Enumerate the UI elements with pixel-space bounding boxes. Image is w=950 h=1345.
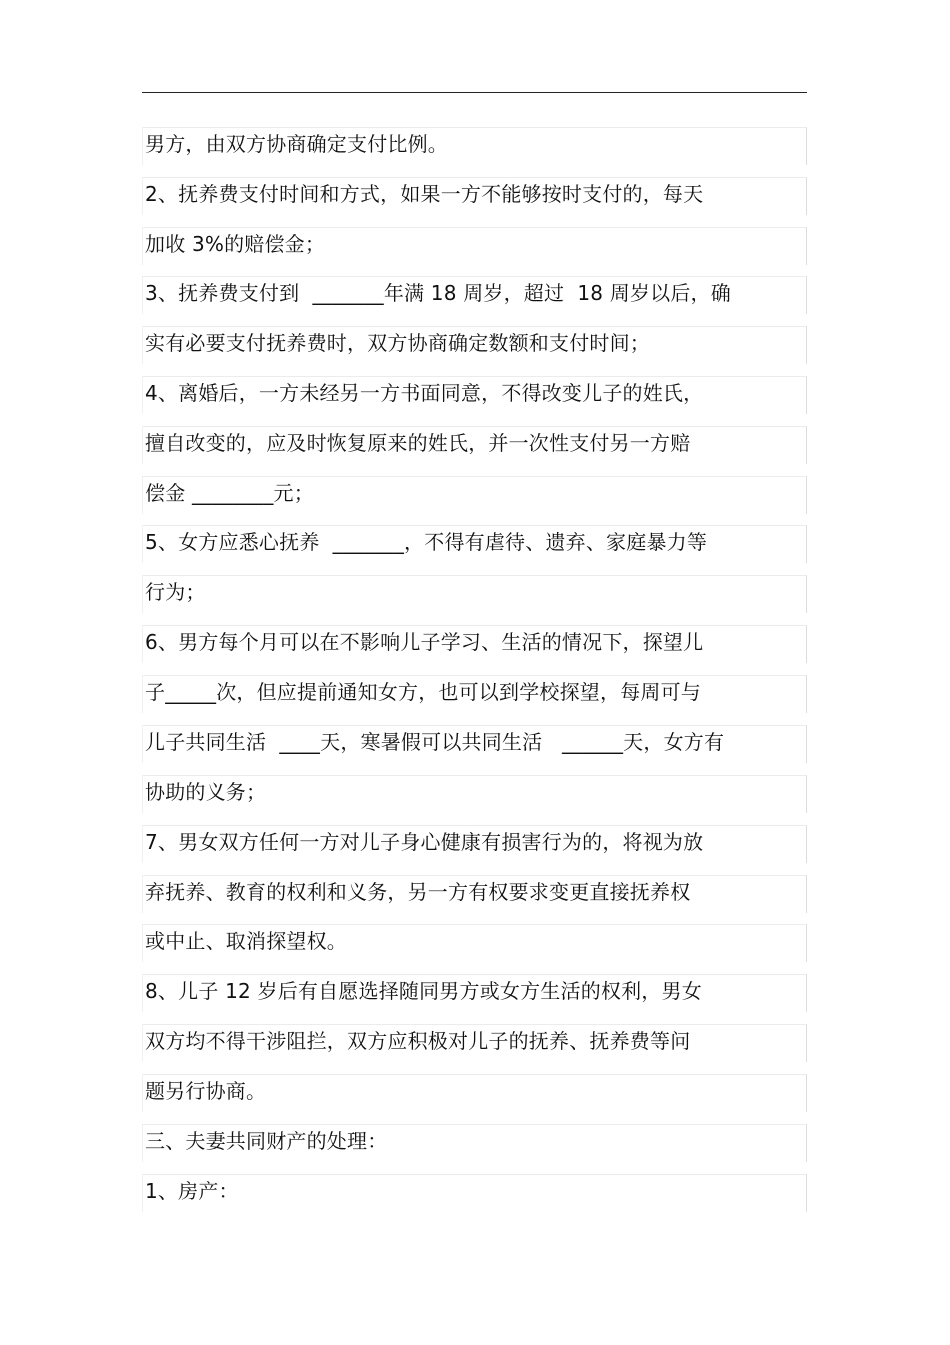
line-text: 3、抚养费支付到 _______年满 18 周岁，超过 18 周岁以后，确: [145, 281, 731, 305]
text-line: [142, 276, 807, 314]
line-text: 2、抚养费支付时间和方式，如果一方不能够按时支付的，每天: [145, 182, 704, 206]
line-text: 实有必要支付抚养费时，双方协商确定数额和支付时间；: [145, 331, 650, 355]
line-text: 弃抚养、教育的权利和义务，另一方有权要求变更直接抚养权: [145, 880, 691, 904]
line-text: 4、离婚后，一方未经另一方书面同意，不得改变儿子的姓氏，: [145, 381, 704, 405]
line-text: 儿子共同生活 ____天，寒暑假可以共同生活 ______天，女方有: [145, 730, 725, 754]
line-text: 8、儿子 12 岁后有自愿选择随同男方或女方生活的权利，男女: [145, 979, 702, 1003]
line-text: 三、夫妻共同财产的处理：: [145, 1129, 388, 1153]
line-text: 7、男女双方任何一方对儿子身心健康有损害行为的，将视为放: [145, 830, 704, 854]
text-line: [142, 177, 807, 215]
text-line: [142, 227, 807, 265]
line-text: 6、男方每个月可以在不影响儿子学习、生活的情况下，探望儿: [145, 630, 704, 654]
line-text: 协助的义务；: [145, 780, 267, 804]
text-line: [142, 875, 807, 913]
line-text: 男方，由双方协商确定支付比例。: [145, 132, 448, 156]
line-text: 5、女方应悉心抚养 _______，不得有虐待、遗弃、家庭暴力等: [145, 530, 708, 554]
text-line: [142, 825, 807, 863]
line-text: 子_____次，但应提前通知女方，也可以到学校探望，每周可与: [145, 680, 701, 704]
text-line: [142, 1024, 807, 1062]
document-body: [142, 0, 807, 1345]
text-line: [142, 725, 807, 763]
line-text: 双方均不得干涉阻拦，双方应积极对儿子的抚养、抚养费等问: [145, 1029, 691, 1053]
text-line: [142, 575, 807, 613]
text-line: [142, 625, 807, 663]
text-line: [142, 326, 807, 364]
text-line: [142, 675, 807, 713]
line-text: 偿金 ________元；: [145, 481, 314, 505]
text-line: [142, 525, 807, 563]
text-line: [142, 974, 807, 1012]
text-line: [142, 426, 807, 464]
line-text: 擅自改变的，应及时恢复原来的姓氏，并一次性支付另一方赔: [145, 431, 691, 455]
line-text: 1、房产：: [145, 1179, 239, 1203]
text-line: [142, 1074, 807, 1112]
text-line: [142, 1174, 807, 1212]
text-line: [142, 376, 807, 414]
line-text: 题另行协商。: [145, 1079, 267, 1103]
line-text: 加收 3%的赔偿金；: [145, 232, 326, 256]
line-text: 或中止、取消探望权。: [145, 929, 347, 953]
text-line: [142, 476, 807, 514]
text-line: [142, 127, 807, 165]
line-text: 行为；: [145, 580, 206, 604]
text-line: [142, 924, 807, 962]
text-line: [142, 775, 807, 813]
text-line: [142, 1124, 807, 1162]
